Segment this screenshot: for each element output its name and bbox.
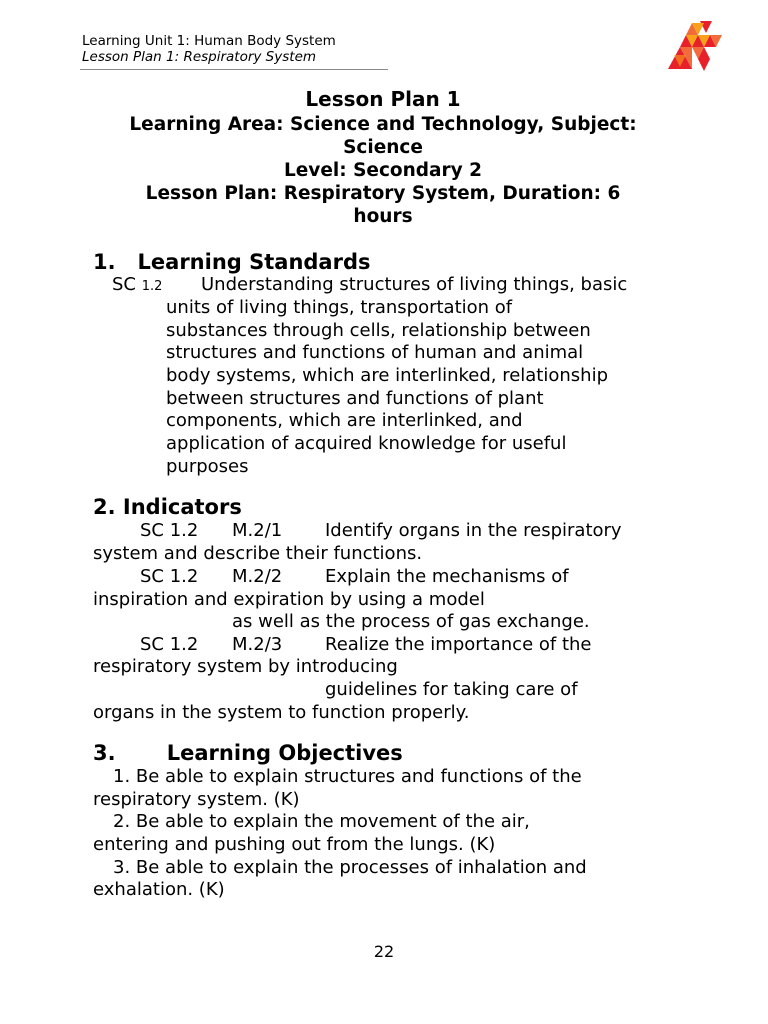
- subject-line: Science: [343, 137, 423, 158]
- standard-text-line: purposes: [166, 456, 249, 477]
- objective-item: entering and pushing out from the lungs. (K): [93, 834, 496, 855]
- indicator-text: system and describe their functions.: [93, 543, 423, 564]
- indicator-id: M.2/3: [232, 634, 283, 655]
- section-heading-learning-objectives: 3. Learning Objectives: [93, 741, 403, 765]
- objective-item: exhalation. (K): [93, 879, 225, 900]
- indicator-text: respiratory system by introducing: [93, 656, 398, 677]
- objective-item: respiratory system. (K): [93, 789, 300, 810]
- indicator-code: SC 1.2: [140, 634, 199, 655]
- objective-item: 1. Be able to explain structures and functions of the: [113, 766, 582, 787]
- header-unit: Learning Unit 1: Human Body System: [82, 33, 336, 49]
- standard-text-line: between structures and functions of plant: [166, 388, 544, 409]
- standard-code-number: 1.2: [141, 279, 163, 294]
- objective-item: 2. Be able to explain the movement of the air,: [113, 811, 530, 832]
- section-heading-indicators: 2. Indicators: [93, 495, 242, 519]
- duration-unit-line: hours: [353, 206, 413, 227]
- duration-line: Lesson Plan: Respiratory System, Duration: 6: [145, 183, 621, 204]
- indicator-id: M.2/1: [232, 520, 283, 541]
- indicator-code: SC 1.2: [140, 566, 199, 587]
- standard-text-line: Understanding structures of living things, basic: [201, 274, 628, 295]
- standard-text-line: structures and functions of human and animal: [166, 342, 584, 363]
- standard-text-line: body systems, which are interlinked, relationship: [166, 365, 609, 386]
- indicator-id: M.2/2: [232, 566, 283, 587]
- learning-area-line: Learning Area: Science and Technology, Subject:: [129, 114, 637, 135]
- indicator-code: SC 1.2: [140, 520, 199, 541]
- standard-code: [112, 274, 162, 299]
- indicator-text: Realize the importance of the: [325, 634, 592, 655]
- standard-text-line: units of living things, transportation of: [166, 297, 513, 318]
- standard-text-line: substances through cells, relationship between: [166, 320, 591, 341]
- indicator-text: inspiration and expiration by using a model: [93, 589, 485, 610]
- document-title-block: [80, 86, 686, 228]
- objective-item: 3. Be able to explain the processes of inhalation and: [113, 857, 587, 878]
- standard-text-line: application of acquired knowledge for useful: [166, 433, 567, 454]
- indicator-text: as well as the process of gas exchange.: [232, 611, 590, 632]
- indicator-text: organs in the system to function properly.: [93, 702, 470, 723]
- triangle-mosaic-logo-icon: [666, 15, 724, 73]
- standard-text-line: components, which are interlinked, and: [166, 410, 523, 431]
- lesson-plan-title: Lesson Plan 1: [305, 87, 461, 111]
- running-header: [82, 33, 336, 65]
- indicator-text: Explain the mechanisms of: [325, 566, 569, 587]
- section-heading-learning-standards: 1. Learning Standards: [93, 250, 371, 274]
- indicator-text: guidelines for taking care of: [325, 679, 578, 700]
- page-number: 22: [373, 942, 395, 961]
- standard-code-prefix: SC: [112, 274, 142, 295]
- level-line: Level: Secondary 2: [283, 160, 483, 181]
- indicator-text: Identify organs in the respiratory: [325, 520, 622, 541]
- header-divider: [80, 69, 388, 70]
- header-lesson: Lesson Plan 1: Respiratory System: [82, 49, 317, 65]
